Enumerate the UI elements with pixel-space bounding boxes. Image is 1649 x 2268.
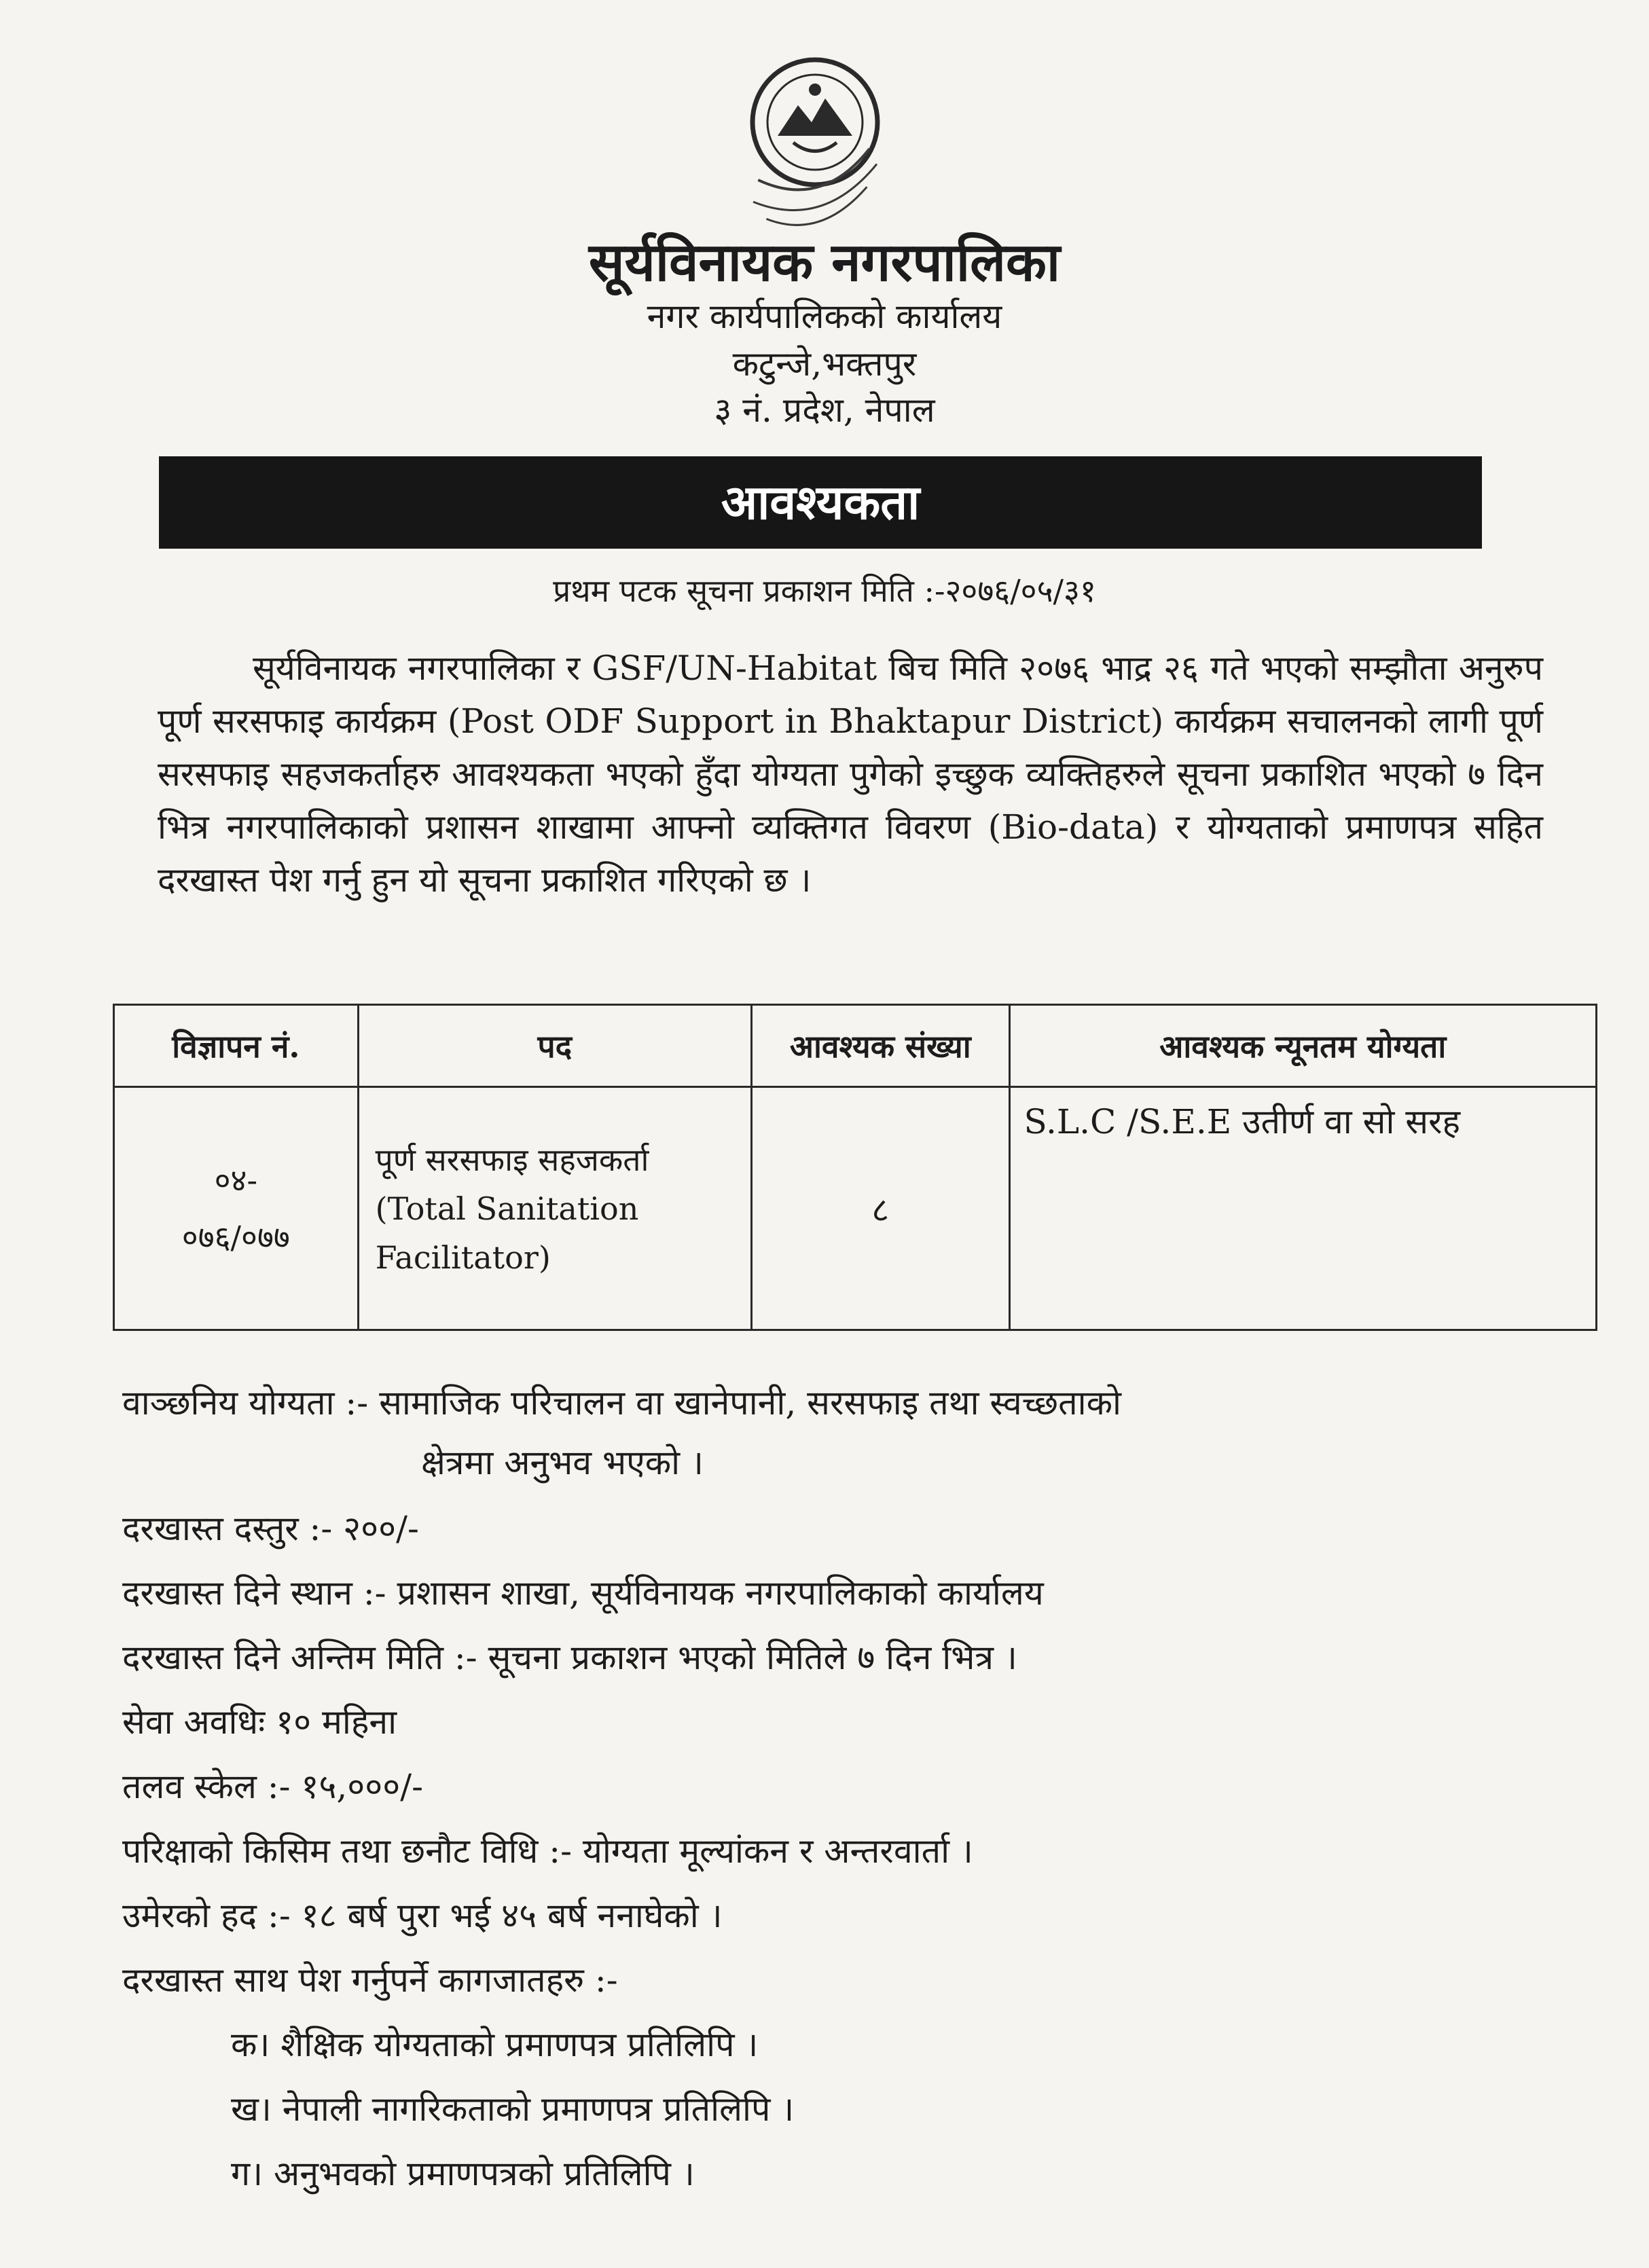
- documents-heading: दरखास्त साथ पेश गर्नुपर्ने कागजातहरु :-: [122, 1960, 618, 2000]
- application-fee: दरखास्त दस्तुर :- २००/-: [122, 1509, 419, 1548]
- seal-graphic: [713, 48, 917, 251]
- cell-ad-no: [114, 1087, 359, 1330]
- notice-title: आवश्यकता: [159, 456, 1482, 549]
- cell-count: ८: [752, 1087, 1009, 1330]
- document-item: ख। नेपाली नागरिकताको प्रमाणपत्र प्रतिलिपि ।: [231, 2089, 795, 2129]
- header-post: पद: [358, 1005, 751, 1087]
- header-ad-no: विज्ञापन नं.: [114, 1005, 359, 1087]
- office-name: नगर कार्यपालिकको कार्यालय: [647, 297, 1002, 336]
- table-header-row: [114, 1005, 1597, 1087]
- application-deadline: दरखास्त दिने अन्तिम मिति :- सूचना प्रकाशन भएको मितिले ७ दिन भित्र ।: [122, 1638, 1017, 1677]
- cell-post: [358, 1087, 751, 1330]
- publication-date: प्रथम पटक सूचना प्रकाशन मिति :-२०७६/०५/३१: [553, 572, 1096, 609]
- vacancy-table: [113, 1004, 1597, 1331]
- post-line1: पूर्ण सरसफाइ सहजकर्ता: [375, 1141, 649, 1178]
- age-limit: उमेरको हद :- १८ बर्ष पुरा भई ४५ बर्ष ननाघेको ।: [122, 1896, 723, 1935]
- service-period: सेवा अवधिः १० महिना: [122, 1702, 397, 1742]
- salary-scale: तलव स्केल :- १५,०००/-: [122, 1767, 424, 1806]
- application-place: दरखास्त दिने स्थान :- प्रशासन शाखा, सूर्यविनायक नगरपालिकाको कार्यालय: [122, 1573, 1044, 1613]
- municipality-seal-icon: [713, 48, 917, 251]
- org-name: सूर्यविनायक नगरपालिका: [588, 232, 1061, 293]
- exam-type: परिक्षाको किसिम तथा छनौट विधि :- योग्यता मूल्यांकन र अन्तरवार्ता ।: [122, 1831, 973, 1871]
- intro-paragraph: सूर्यविनायक नगरपालिका र GSF/UN-Habitat बिच मिति २०७६ भाद्र २६ गते भएको सम्झौता अनुरुप पूर्ण सरसफाइ कार्यक्रम (Post ODF Support in Bhaktapur District) कार्यक्रम सचालनको लागी पूर्ण सरसफाइ सहजकर्ताहरु आवश्यकता भएको हुँदा योग्यता पुगेको इच्छुक व्यक्तिहरुले सूचना प्रकाशित भएको ७ दिन भित्र नगरपालिकाको प्रशासन शाखामा आफ्नो व्यक्तिगत विवरण (Bio-data) र योग्यताको प्रमाणपत्र सहित दरखास्त पेश गर्नु हुन यो सूचना प्रकाशित गरिएको छ ।: [158, 648, 1543, 900]
- ad-no-line1: ०४-: [214, 1161, 258, 1199]
- ad-no-line2: ०७६/०७७: [181, 1218, 290, 1256]
- post-line2: (Total Sanitation: [375, 1190, 639, 1227]
- post-line3: Facilitator): [375, 1239, 551, 1276]
- office-address: कटुन्जे,भक्तपुर: [732, 344, 917, 384]
- document-item: ग। अनुभवको प्रमाणपत्रको प्रतिलिपि ।: [231, 2154, 695, 2193]
- document-item: क। शैक्षिक योग्यताको प्रमाणपत्र प्रतिलिपि ।: [231, 2025, 759, 2064]
- office-province: ३ नं. प्रदेश, नेपाल: [714, 390, 935, 430]
- header-count: आवश्यक संख्या: [752, 1005, 1009, 1087]
- cell-qualification: S.L.C /S.E.E उतीर्ण वा सो सरह: [1009, 1087, 1597, 1330]
- desired-qualification: वाञ्छनिय योग्यता :- सामाजिक परिचालन वा खानेपानी, सरसफाइ तथा स्वच्छताको: [122, 1383, 1121, 1423]
- table-row: [114, 1087, 1597, 1330]
- header-qualification: आवश्यक न्यूनतम योग्यता: [1009, 1005, 1597, 1087]
- desired-qualification-cont: क्षेत्रमा अनुभव भएको ।: [421, 1443, 704, 1482]
